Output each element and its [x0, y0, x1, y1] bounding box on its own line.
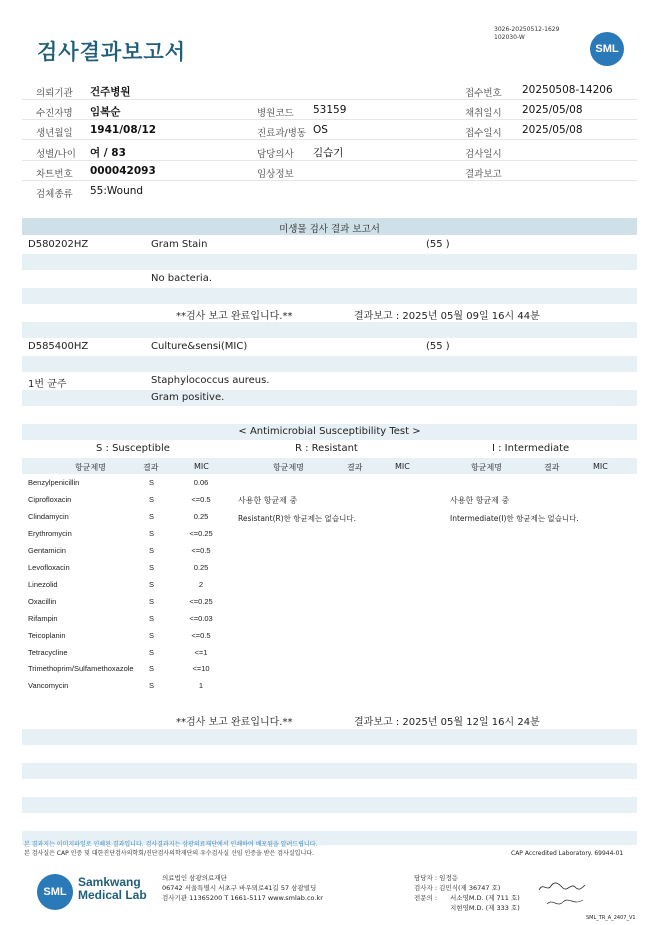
ast-drug-name: Tetracycline	[28, 648, 68, 657]
test2-name: Culture&sensi(MIC)	[151, 341, 248, 352]
info-row-2: 수진자명 임복순 병원코드 53159 채취일시 2025/05/08	[22, 100, 637, 120]
cap-accreditation: CAP Accredited Laboratory. 69944-01	[511, 850, 624, 857]
ast-mic: 0.06	[193, 478, 209, 487]
brand-name: Samkwang Medical Lab	[78, 875, 147, 902]
notice-image: 본 결과지는 이미지파일로 인쇄된 결과입니다. 검사결과지는 삼광의료재단에서 인쇄하여 배포됨을 알려드립니다.	[24, 841, 318, 848]
ast-mic: <=0.5	[191, 495, 211, 504]
footer-contact: 검사기관 11365200 T 1661-5117 www.smlab.co.kr	[162, 894, 323, 902]
resistant-note-title: 사용한 항균제 중	[238, 496, 298, 505]
ast-mic: <=0.25	[189, 597, 213, 606]
page-title: 검사결과보고서	[37, 40, 187, 64]
ast-mic: <=10	[192, 664, 210, 673]
signature-tester	[537, 880, 587, 894]
ast-result: S	[149, 681, 155, 690]
ast-result: S	[149, 563, 155, 572]
ast-result: S	[149, 546, 155, 555]
chart-number: 000042093	[90, 165, 156, 177]
ast-drug-name: Teicoplanin	[28, 631, 66, 640]
sml-logo: SML	[590, 32, 624, 66]
ast-result: S	[149, 614, 155, 623]
sex-age: 여 / 83	[90, 147, 126, 159]
ast-title: < Antimicrobial Susceptibility Test >	[238, 426, 421, 437]
ast-drug-name: Trimethoprim/Sulfamethoxazole	[28, 664, 134, 673]
specimen-type: 55:Wound	[90, 185, 144, 197]
ast-mic: <=1	[194, 648, 208, 657]
legend-resistant: R : Resistant	[295, 443, 358, 454]
ast-result: S	[149, 664, 155, 673]
info-row-4: 성별/나이 여 / 83 담당의사 김습기 검사일시	[22, 141, 637, 161]
hospital-name: 건주병원	[90, 86, 131, 98]
birth-date: 1941/08/12	[90, 124, 157, 136]
info-row-1: 의뢰기관 건주병원 접수번호 20250508-14206	[22, 80, 637, 100]
ast-drug-name: Benzylpenicillin	[28, 478, 80, 487]
ast-drug-name: Vancomycin	[28, 681, 69, 690]
ast-drug-name: Oxacillin	[28, 597, 57, 606]
info-row-5: 차트번호 000042093 임상정보 결과보고	[22, 161, 637, 181]
legend-intermediate: I : Intermediate	[492, 443, 570, 454]
test2-specimen: (55 )	[426, 341, 450, 352]
ast-result: S	[149, 512, 155, 521]
ast-result: S	[149, 529, 155, 538]
ast-mic: 2	[198, 580, 204, 589]
legend-susceptible: S : Susceptible	[96, 443, 170, 454]
document-code: 3026-20250512-1629 102030-W	[494, 26, 560, 41]
ast-drug-name: Linezolid	[28, 580, 58, 589]
ast-mic: <=0.5	[191, 631, 211, 640]
hospital-code: 53159	[313, 104, 347, 116]
ast-mic: 1	[198, 681, 204, 690]
ast-drug-name: Erythromycin	[28, 529, 72, 538]
organism-name: Staphylococcus aureus.	[151, 375, 270, 386]
ast-mic: <=0.03	[189, 614, 213, 623]
signature-specialist	[545, 896, 585, 910]
section-title: 미생물 검사 결과 보고서	[279, 224, 380, 235]
test2-code: D585400HZ	[28, 341, 89, 352]
ast-drug-name: Levofloxacin	[28, 563, 70, 572]
ast-mic: 0.25	[193, 512, 209, 521]
ast-result: S	[149, 580, 155, 589]
gram-result: Gram positive.	[151, 392, 225, 403]
resistant-note: Resistant(R)한 항균제는 없습니다.	[238, 514, 357, 523]
test1-result: No bacteria.	[151, 273, 213, 284]
ast-result: S	[149, 495, 155, 504]
ast-result: S	[149, 478, 155, 487]
patient-name: 임복순	[90, 106, 121, 118]
ast-result: S	[149, 597, 155, 606]
test2-complete: **검사 보고 완료입니다.**	[176, 717, 293, 728]
ast-drug-name: Ciprofloxacin	[28, 495, 72, 504]
receive-date: 2025/05/08	[522, 124, 583, 136]
manager: 담당자 : 임정응	[414, 874, 458, 882]
notice-cap: 본 검사실은 CAP 인증 및 대한진단검사의학회/진단검사의학재단의 우수검사실 신임 인증을 받은 검사실입니다.	[24, 850, 314, 857]
receipt-number: 20250508-14206	[522, 84, 613, 96]
info-row-3: 생년월일 1941/08/12 진료과/병동 OS 접수일시 2025/05/08	[22, 120, 637, 140]
department: OS	[313, 124, 328, 136]
test1-complete: **검사 보고 완료입니다.**	[176, 311, 293, 322]
footer-address: 06742 서울특별시 서초구 바우뫼로41길 57 삼광빌딩	[162, 884, 317, 892]
tester: 검사자 : 김민식(제 36747 호)	[414, 884, 501, 892]
ast-drug-name: Clindamycin	[28, 512, 69, 521]
ast-mic: <=0.5	[191, 546, 211, 555]
footer-org: 의료법인 삼광의료재단	[162, 874, 227, 882]
doctor-name: 김습기	[313, 147, 344, 159]
ast-mic: 0.25	[193, 563, 209, 572]
ast-drug-name: Gentamicin	[28, 546, 66, 555]
sml-logo-footer: SML	[37, 874, 73, 910]
intermediate-note-title: 사용한 항균제 중	[450, 496, 510, 505]
info-row-6: 검체종류 55:Wound	[36, 185, 144, 200]
intermediate-note: Intermediate(I)한 항균제는 없습니다.	[450, 514, 579, 523]
test1-report-time: 결과보고 : 2025년 05월 09일 16시 44분	[354, 311, 540, 322]
specialist-label: 전문의 :	[414, 894, 438, 902]
ast-mic: <=0.25	[189, 529, 213, 538]
test2-report-time: 결과보고 : 2025년 05월 12일 16시 24분	[354, 717, 540, 728]
specialist-2: 지현영M.D. (제 333 호)	[450, 904, 520, 912]
test1-name: Gram Stain	[151, 239, 208, 250]
test1-specimen: (55 )	[426, 239, 450, 250]
specialist-1: 서소영M.D. (제 711 호)	[450, 894, 520, 902]
ast-drug-name: Rifampin	[28, 614, 58, 623]
form-code: SML_TR_A_2407_V1	[586, 915, 636, 921]
isolate-label: 1번 균주	[28, 379, 67, 390]
collect-date: 2025/05/08	[522, 104, 583, 116]
ast-result: S	[149, 631, 155, 640]
test1-code: D580202HZ	[28, 239, 89, 250]
ast-result: S	[149, 648, 155, 657]
